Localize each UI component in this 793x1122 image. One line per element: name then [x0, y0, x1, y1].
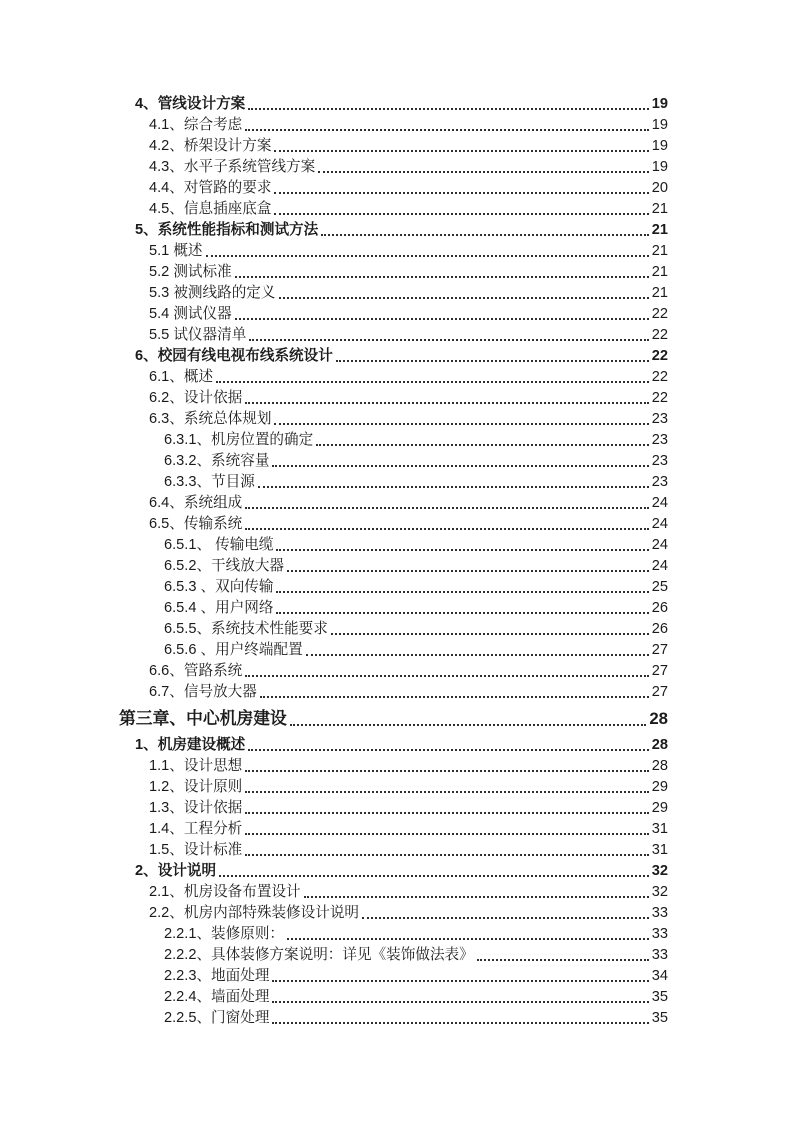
toc-entry-page: 22 — [651, 327, 668, 343]
toc-leader-dots — [216, 860, 651, 881]
toc-entry[interactable] — [119, 860, 668, 881]
toc-leader-dots — [474, 944, 651, 965]
toc-entry-page: 35 — [651, 1010, 668, 1026]
toc-entry-label: 5.2 测试标准 — [149, 264, 232, 280]
toc-entry-page: 21 — [651, 285, 668, 301]
toc-entry-label: 1.1、设计思想 — [149, 758, 243, 774]
toc-entry-page: 33 — [651, 926, 668, 942]
toc-entry[interactable] — [119, 135, 668, 156]
toc-entry[interactable] — [119, 408, 668, 429]
toc-entry-label: 5.3 被测线路的定义 — [149, 285, 276, 301]
toc-entry[interactable] — [119, 219, 668, 240]
toc-entry[interactable] — [119, 597, 668, 618]
toc-leader-dots — [273, 534, 650, 555]
toc-entry[interactable] — [119, 471, 668, 492]
toc-leader-dots — [242, 660, 651, 681]
toc-entry-label: 4.3、水平子系统管线方案 — [149, 159, 316, 175]
toc-leader-dots — [271, 408, 650, 429]
toc-entry-page: 32 — [651, 863, 668, 879]
toc-entry-page: 23 — [651, 411, 668, 427]
toc-entry-page: 33 — [651, 947, 668, 963]
toc-entry[interactable] — [119, 534, 668, 555]
toc-entry[interactable] — [119, 261, 668, 282]
toc-entry-page: 34 — [651, 968, 668, 984]
toc-entry[interactable] — [119, 93, 668, 114]
toc-leader-dots — [269, 1007, 650, 1028]
toc-entry-page: 24 — [651, 516, 668, 532]
toc-entry-label: 2.1、机房设备布置设计 — [149, 884, 301, 900]
toc-entry-page: 23 — [651, 474, 668, 490]
toc-entry-label: 1、机房建设概述 — [135, 737, 246, 753]
toc-entry-label: 1.2、设计原则 — [149, 779, 243, 795]
toc-entry-page: 24 — [651, 495, 668, 511]
toc-leader-dots — [242, 839, 651, 860]
toc-entry-page: 28 — [649, 709, 668, 728]
toc-entry-label: 6.5.2、干线放大器 — [164, 558, 285, 574]
toc-entry-page: 23 — [651, 453, 668, 469]
toc-entry[interactable] — [119, 986, 668, 1007]
toc-leader-dots — [269, 965, 650, 986]
toc-entry-label: 2.2.2、具体装修方案说明：详见《装饰做法表》 — [164, 947, 474, 963]
toc-entry[interactable] — [119, 681, 668, 702]
toc-entry-page: 33 — [651, 905, 668, 921]
toc-entry-label: 6.3.3、节目源 — [164, 474, 255, 490]
toc-leader-dots — [246, 324, 650, 345]
toc-entry-page: 26 — [651, 621, 668, 637]
toc-entry-label: 6.2、设计依据 — [149, 390, 243, 406]
toc-entry[interactable] — [119, 776, 668, 797]
toc-leader-dots — [273, 576, 650, 597]
toc-leader-dots — [242, 492, 651, 513]
toc-leader-dots — [203, 240, 651, 261]
toc-leader-dots — [269, 450, 650, 471]
toc-leader-dots — [232, 303, 651, 324]
toc-entry-label: 2、设计说明 — [135, 863, 217, 879]
toc-entry-label: 2.2.3、地面处理 — [164, 968, 270, 984]
toc-entry[interactable] — [119, 1007, 668, 1028]
toc-entry-page: 23 — [651, 432, 668, 448]
toc-leader-dots — [287, 705, 649, 730]
toc-entry-page: 24 — [651, 558, 668, 574]
toc-entry-label: 6.5、传输系统 — [149, 516, 243, 532]
toc-leader-dots — [242, 797, 651, 818]
toc-entry-page: 32 — [651, 884, 668, 900]
toc-leader-dots — [328, 618, 651, 639]
toc-entry[interactable] — [119, 639, 668, 660]
toc-entry-page: 29 — [651, 779, 668, 795]
toc-entry[interactable] — [119, 177, 668, 198]
toc-leader-dots — [301, 881, 651, 902]
toc-entry-page: 21 — [651, 243, 668, 259]
toc-entry-page: 21 — [651, 222, 668, 238]
toc-entry[interactable] — [119, 705, 668, 730]
toc-entry[interactable] — [119, 450, 668, 471]
toc-leader-dots — [257, 681, 651, 702]
toc-entry-page: 19 — [651, 159, 668, 175]
toc-entry-label: 6.5.5、系统技术性能要求 — [164, 621, 328, 637]
toc-entry[interactable] — [119, 513, 668, 534]
table-of-contents — [119, 93, 668, 1028]
toc-entry-label: 4.1、综合考虑 — [149, 117, 243, 133]
toc-entry[interactable] — [119, 965, 668, 986]
toc-leader-dots — [303, 639, 651, 660]
toc-entry-page: 21 — [651, 201, 668, 217]
toc-entry-label: 6.6、管路系统 — [149, 663, 243, 679]
toc-entry-label: 6.7、信号放大器 — [149, 684, 257, 700]
toc-entry[interactable] — [119, 282, 668, 303]
toc-entry-page: 19 — [651, 138, 668, 154]
toc-entry[interactable] — [119, 492, 668, 513]
toc-entry[interactable] — [119, 366, 668, 387]
toc-leader-dots — [271, 135, 650, 156]
toc-entry[interactable] — [119, 881, 668, 902]
toc-entry-page: 22 — [651, 306, 668, 322]
toc-entry-page: 27 — [651, 684, 668, 700]
toc-leader-dots — [359, 902, 651, 923]
toc-entry-label: 4.2、桥架设计方案 — [149, 138, 272, 154]
toc-entry[interactable] — [119, 660, 668, 681]
toc-entry-label: 6.5.3 、双向传输 — [164, 579, 274, 595]
toc-entry-page: 31 — [651, 821, 668, 837]
toc-entry[interactable] — [119, 576, 668, 597]
toc-entry-label: 1.5、设计标准 — [149, 842, 243, 858]
toc-leader-dots — [271, 198, 650, 219]
toc-leader-dots — [242, 114, 651, 135]
toc-leader-dots — [333, 345, 651, 366]
toc-entry-label: 4、管线设计方案 — [135, 96, 246, 112]
toc-leader-dots — [269, 986, 650, 1007]
toc-entry-page: 27 — [651, 642, 668, 658]
toc-entry[interactable] — [119, 324, 668, 345]
toc-entry-page: 31 — [651, 842, 668, 858]
toc-entry[interactable] — [119, 839, 668, 860]
toc-entry-page: 28 — [651, 758, 668, 774]
toc-entry[interactable] — [119, 303, 668, 324]
toc-leader-dots — [273, 597, 650, 618]
toc-entry-label: 2.2.4、墙面处理 — [164, 989, 270, 1005]
toc-entry-page: 22 — [651, 390, 668, 406]
toc-entry-label: 第三章、中心机房建设 — [119, 709, 287, 728]
toc-leader-dots — [242, 513, 651, 534]
toc-entry-label: 6.5.6 、用户终端配置 — [164, 642, 303, 658]
toc-entry[interactable] — [119, 555, 668, 576]
toc-entry[interactable] — [119, 156, 668, 177]
toc-entry-label: 6.4、系统组成 — [149, 495, 243, 511]
toc-leader-dots — [232, 261, 651, 282]
toc-entry-label: 6.1、概述 — [149, 369, 214, 385]
toc-entry-label: 2.2.5、门窗处理 — [164, 1010, 270, 1026]
toc-leader-dots — [284, 923, 651, 944]
toc-leader-dots — [245, 734, 650, 755]
toc-entry-page: 21 — [651, 264, 668, 280]
toc-entry[interactable] — [119, 755, 668, 776]
toc-entry[interactable] — [119, 818, 668, 839]
toc-entry-label: 5.4 测试仪器 — [149, 306, 232, 322]
toc-leader-dots — [245, 93, 650, 114]
toc-entry-label: 6.3.2、系统容量 — [164, 453, 270, 469]
toc-entry[interactable] — [119, 618, 668, 639]
toc-entry-page: 26 — [651, 600, 668, 616]
toc-entry-label: 6、校园有线电视布线系统设计 — [135, 348, 333, 364]
toc-entry-label: 5、系统性能指标和测试方法 — [135, 222, 319, 238]
toc-entry-label: 5.5 试仪器清单 — [149, 327, 247, 343]
toc-leader-dots — [276, 282, 651, 303]
toc-entry-label: 5.1 概述 — [149, 243, 203, 259]
toc-leader-dots — [284, 555, 651, 576]
toc-leader-dots — [315, 156, 651, 177]
toc-entry-page: 28 — [651, 737, 668, 753]
toc-entry-page: 27 — [651, 663, 668, 679]
toc-entry-label: 6.5.1、 传输电缆 — [164, 537, 274, 553]
toc-entry-label: 6.3、系统总体规划 — [149, 411, 272, 427]
toc-leader-dots — [242, 387, 651, 408]
toc-leader-dots — [213, 366, 651, 387]
toc-entry-page: 19 — [651, 96, 668, 112]
toc-entry-label: 6.3.1、机房位置的确定 — [164, 432, 314, 448]
toc-entry-label: 1.4、工程分析 — [149, 821, 243, 837]
toc-entry-label: 1.3、设计依据 — [149, 800, 243, 816]
toc-entry-label: 2.2、机房内部特殊装修设计说明 — [149, 905, 360, 921]
toc-leader-dots — [318, 219, 651, 240]
toc-entry[interactable] — [119, 387, 668, 408]
toc-entry-page: 25 — [651, 579, 668, 595]
toc-entry-label: 2.2.1、装修原则： — [164, 926, 285, 942]
toc-entry-page: 22 — [651, 348, 668, 364]
toc-entry[interactable] — [119, 240, 668, 261]
toc-entry[interactable] — [119, 429, 668, 450]
toc-entry-page: 29 — [651, 800, 668, 816]
toc-entry-page: 24 — [651, 537, 668, 553]
toc-entry-page: 19 — [651, 117, 668, 133]
toc-leader-dots — [271, 177, 650, 198]
toc-entry-page: 35 — [651, 989, 668, 1005]
toc-entry-page: 22 — [651, 369, 668, 385]
toc-leader-dots — [242, 818, 651, 839]
toc-entry[interactable] — [119, 345, 668, 366]
toc-entry[interactable] — [119, 114, 668, 135]
toc-entry[interactable] — [119, 198, 668, 219]
toc-entry[interactable] — [119, 797, 668, 818]
toc-entry[interactable] — [119, 902, 668, 923]
toc-entry-page: 20 — [651, 180, 668, 196]
toc-leader-dots — [255, 471, 651, 492]
toc-entry[interactable] — [119, 734, 668, 755]
toc-entry-label: 4.5、信息插座底盒 — [149, 201, 272, 217]
toc-leader-dots — [242, 755, 651, 776]
toc-entry-label: 6.5.4 、用户网络 — [164, 600, 274, 616]
toc-leader-dots — [242, 776, 651, 797]
toc-entry[interactable] — [119, 944, 668, 965]
toc-entry[interactable] — [119, 923, 668, 944]
toc-entry-label: 4.4、对管路的要求 — [149, 180, 272, 196]
toc-leader-dots — [313, 429, 651, 450]
